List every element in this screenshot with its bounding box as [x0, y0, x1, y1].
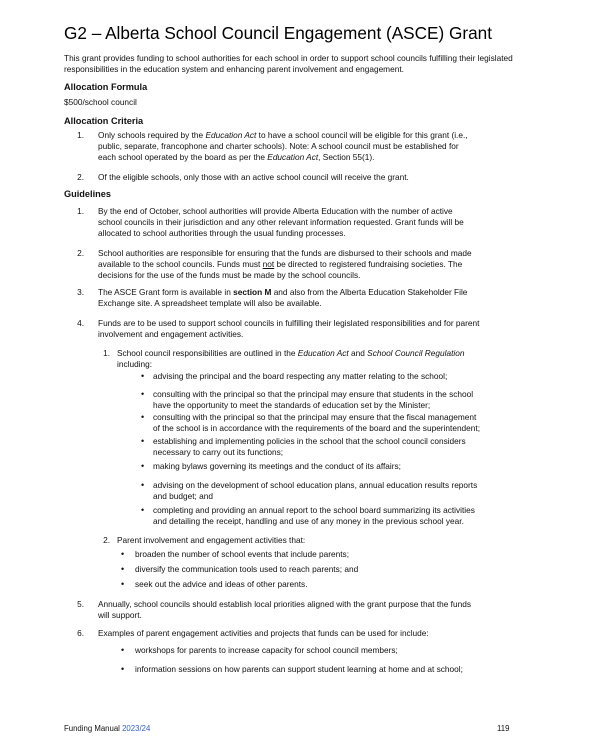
list-item: consulting with the principal so that the principal may ensure that students in the school have the opportunity to meet the standards of education set by the Minister;: [153, 389, 474, 411]
guideline-2-number: 2.: [77, 248, 84, 258]
list-item: workshops for parents to increase capacity for school council members;: [135, 645, 398, 655]
list-item: broaden the number of school events that include parents;: [135, 549, 350, 559]
criteria-item-2: Of the eligible schools, only those with an active school council will receive the grant.: [98, 172, 409, 182]
bullet-icon: •: [141, 480, 145, 490]
list-item: information sessions on how parents can support student learning at home and at school;: [135, 664, 463, 674]
bullet-icon: •: [141, 461, 145, 471]
bullet-icon: •: [141, 371, 145, 381]
footer-label: Funding Manual 2023/24: [64, 724, 151, 733]
guideline-4-sub-1: School council responsibilities are outlined in the Education Act and School Council Regulation including:: [117, 348, 465, 370]
intro-paragraph: This grant provides funding to school authorities for each school in order to support school councils fulfilling their legislated responsibilities in the education system and enhancing parent involvement and engagement.: [64, 53, 513, 75]
guideline-4-sub-1-number: 1.: [103, 348, 110, 358]
guideline-4: Funds are to be used to support school councils in fulfilling their legislated responsibilities and for parent involvement and engagement activities.: [98, 318, 480, 340]
bullet-icon: •: [121, 549, 125, 559]
guideline-1-number: 1.: [77, 206, 84, 216]
criteria-item-1-number: 1.: [77, 130, 84, 140]
guideline-6-number: 6.: [77, 628, 84, 638]
guideline-5-number: 5.: [77, 599, 84, 609]
guidelines-heading: Guidelines: [64, 189, 111, 199]
list-item: establishing and implementing policies in the school that the school council considers necessary to carry out its functions;: [153, 436, 466, 458]
bullet-icon: •: [141, 412, 145, 422]
guideline-4-number: 4.: [77, 318, 84, 328]
guideline-4-sub-2: Parent involvement and engagement activities that:: [117, 535, 306, 545]
guideline-3: The ASCE Grant form is available in section M and also from the Alberta Education Stakeholder File Exchange site. A spreadsheet template will also be available.: [98, 287, 468, 309]
page-number: 119: [497, 724, 510, 733]
bullet-icon: •: [121, 579, 125, 589]
guideline-4-sub-2-number: 2.: [103, 535, 110, 545]
bullet-icon: •: [121, 645, 125, 655]
guideline-3-number: 3.: [77, 287, 84, 297]
criteria-item-2-number: 2.: [77, 172, 84, 182]
list-item: diversify the communication tools used to reach parents; and: [135, 564, 359, 574]
bullet-icon: •: [141, 505, 145, 515]
list-item: advising on the development of school education plans, annual education results reports and budget; and: [153, 480, 478, 502]
guideline-2: School authorities are responsible for ensuring that the funds are disbursed to their schools and made available to the school councils. Funds must not be directed to registered fundraising societies. The decisions for the use of the funds must be made by the school councils.: [98, 248, 472, 281]
guideline-5: Annually, school councils should establish local priorities aligned with the grant purpose that the funds will support.: [98, 599, 471, 621]
list-item: consulting with the principal so that the principal may ensure that the fiscal management of the school is in accordance with the requirements of the board and the superintendent;: [153, 412, 481, 434]
allocation-formula-heading: Allocation Formula: [64, 82, 148, 92]
list-item: seek out the advice and ideas of other parents.: [135, 579, 308, 589]
footer-year: 2023/24: [122, 724, 151, 733]
page-title: G2 – Alberta School Council Engagement (ASCE) Grant: [64, 23, 492, 43]
allocation-criteria-heading: Allocation Criteria: [64, 116, 144, 126]
bullet-icon: •: [141, 389, 145, 399]
bullet-icon: •: [121, 564, 125, 574]
list-item: completing and providing an annual report to the school board summarizing its activities and detailing the receipt, handling and use of any money in the previous school year.: [153, 505, 475, 527]
bullet-icon: •: [141, 436, 145, 446]
guideline-6: Examples of parent engagement activities and projects that funds can be used for include:: [98, 628, 429, 638]
bullet-icon: •: [121, 664, 125, 674]
guideline-1: By the end of October, school authorities will provide Alberta Education with the number of active school councils in their jurisdiction and any other relevant information requested. Grant funds will be allocated to school authorities through the usual funding processes.: [98, 206, 464, 239]
criteria-item-1: Only schools required by the Education Act to have a school council will be eligible for this grant (i.e., public, separate, francophone and charter schools). Note: A school council must be established for each school operated by the board as per the Education Act, Section 55(1).: [98, 130, 468, 163]
list-item: making bylaws governing its meetings and the conduct of its affairs;: [153, 461, 401, 471]
allocation-formula-value: $500/school council: [64, 97, 137, 107]
list-item: advising the principal and the board respecting any matter relating to the school;: [153, 371, 448, 381]
